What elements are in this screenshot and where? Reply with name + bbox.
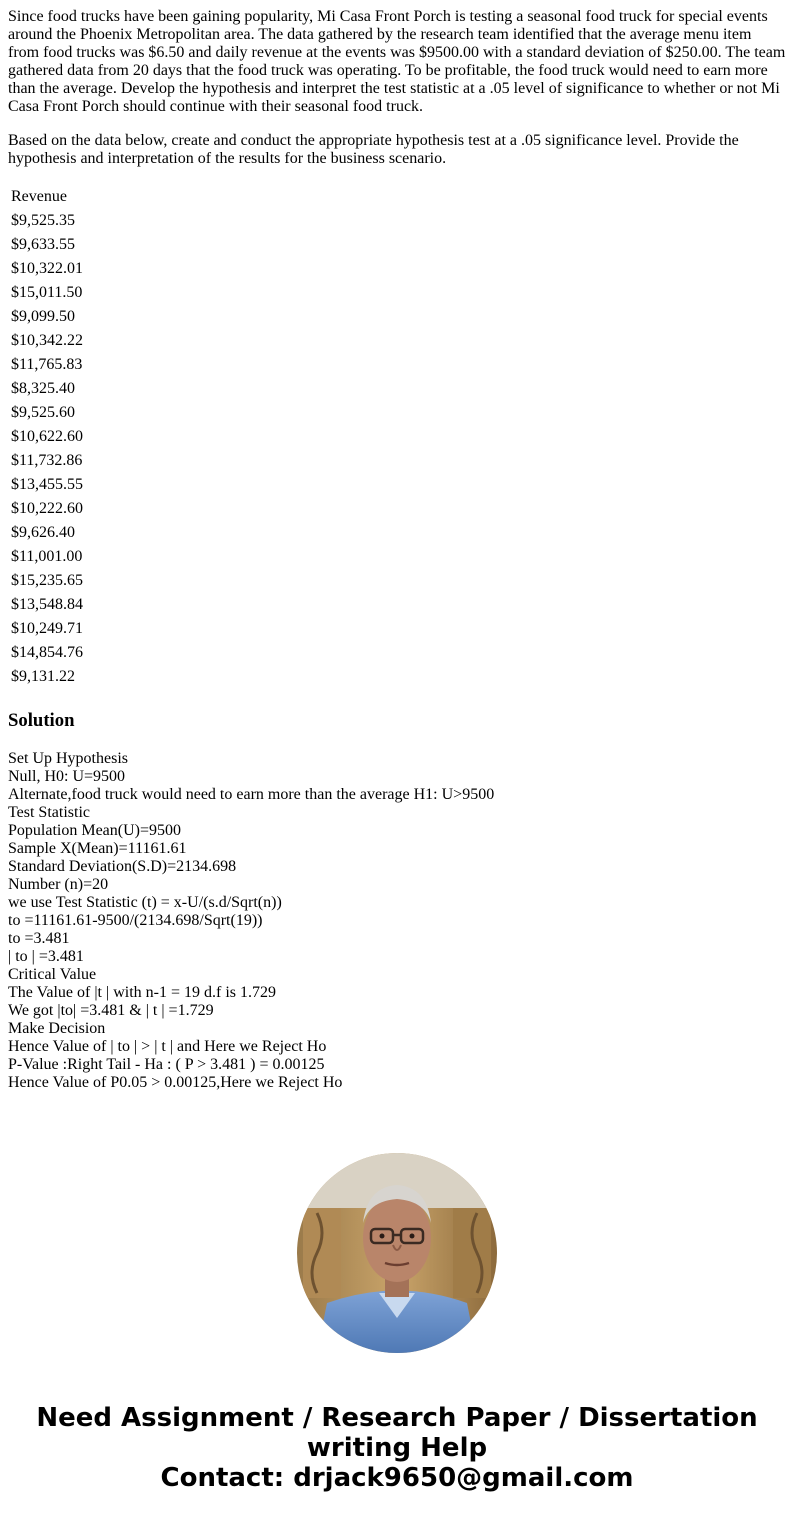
table-row <box>10 234 84 256</box>
author-photo <box>297 1153 497 1353</box>
solution-line: | to | =3.481 <box>8 948 84 965</box>
revenue-cell: $10,322.01 <box>11 260 83 277</box>
document-content <box>8 8 786 1092</box>
table-row <box>10 666 84 688</box>
solution-line: P-Value :Right Tail - Ha : ( P > 3.481 ) = 0.00125 <box>8 1056 325 1073</box>
table-row <box>10 426 84 448</box>
table-row <box>10 450 84 472</box>
promo-line-2: writing Help <box>306 1433 488 1463</box>
revenue-table-header: Revenue <box>11 188 67 205</box>
revenue-table <box>8 184 86 690</box>
table-row <box>10 402 84 424</box>
revenue-cell: $11,765.83 <box>11 356 83 373</box>
solution-line: we use Test Statistic (t) = x-U/(s.d/Sqrt(n)) <box>8 894 282 911</box>
table-row <box>10 306 84 328</box>
table-row <box>10 282 84 304</box>
solution-line: Number (n)=20 <box>8 876 109 893</box>
solution-line: Sample X(Mean)=11161.61 <box>8 840 187 857</box>
table-row <box>10 594 84 616</box>
solution-line: to =3.481 <box>8 930 70 947</box>
solution-line: Set Up Hypothesis <box>8 750 128 767</box>
question-paragraph-1: Since food trucks have been gaining popularity, Mi Casa Front Porch is testing a seasonal food truck for special events around the Phoenix Metropolitan area. The data gathered by the research team identified that the average menu item from food trucks was $6.50 and daily revenue at the events was $9500.00 with a standard deviation of $250.00. The team gathered data from 20 days that the food truck was operating. To be profitable, the food truck would need to earn more than the average. Develop the hypothesis and interpret the test statistic at a .05 level of significance to whether or not Mi Casa Front Porch should continue with their seasonal food truck. <box>8 8 786 115</box>
table-row <box>10 474 84 496</box>
table-row <box>10 354 84 376</box>
revenue-cell: $9,525.60 <box>11 404 75 421</box>
revenue-table-header-row <box>10 186 84 208</box>
table-row <box>10 522 84 544</box>
table-row <box>10 546 84 568</box>
solution-line: Test Statistic <box>8 804 90 821</box>
table-row <box>10 570 84 592</box>
revenue-cell: $9,525.35 <box>11 212 75 229</box>
table-row <box>10 378 84 400</box>
solution-line: Population Mean(U)=9500 <box>8 822 181 839</box>
solution-line: Null, H0: U=9500 <box>8 768 126 785</box>
table-row <box>10 618 84 640</box>
revenue-cell: $8,325.40 <box>11 380 75 397</box>
solution-line: Make Decision <box>8 1020 106 1037</box>
solution-line: Hence Value of | to | > | t | and Here we Reject Ho <box>8 1038 327 1055</box>
revenue-cell: $10,222.60 <box>11 500 83 517</box>
solution-line: Alternate,food truck would need to earn more than the average H1: U>9500 <box>8 786 495 803</box>
solution-line: We got |to| =3.481 & | t | =1.729 <box>8 1002 214 1019</box>
revenue-cell: $15,011.50 <box>11 284 83 301</box>
table-row <box>10 642 84 664</box>
table-row <box>10 258 84 280</box>
table-row <box>10 210 84 232</box>
revenue-cell: $9,131.22 <box>11 668 75 685</box>
promo-banner <box>0 1403 794 1493</box>
solution-line: Standard Deviation(S.D)=2134.698 <box>8 858 237 875</box>
solution-line: to =11161.61-9500/(2134.698/Sqrt(19)) <box>8 912 263 929</box>
promo-line-1: Need Assignment / Research Paper / Dissertation <box>36 1403 758 1433</box>
revenue-cell: $10,622.60 <box>11 428 83 445</box>
solution-body <box>8 750 786 1092</box>
revenue-cell: $14,854.76 <box>11 644 83 661</box>
revenue-cell: $9,626.40 <box>11 524 75 541</box>
revenue-cell: $13,548.84 <box>11 596 83 613</box>
table-row <box>10 498 84 520</box>
solution-line: The Value of |t | with n-1 = 19 d.f is 1.729 <box>8 984 276 1001</box>
table-row <box>10 330 84 352</box>
revenue-cell: $13,455.55 <box>11 476 83 493</box>
author-avatar <box>297 1153 497 1353</box>
revenue-cell: $10,342.22 <box>11 332 83 349</box>
revenue-cell: $15,235.65 <box>11 572 83 589</box>
revenue-cell: $11,001.00 <box>11 548 83 565</box>
revenue-cell: $10,249.71 <box>11 620 83 637</box>
revenue-cell: $11,732.86 <box>11 452 83 469</box>
solution-heading: Solution <box>8 710 75 731</box>
promo-contact: Contact: drjack9650@gmail.com <box>160 1463 634 1493</box>
revenue-cell: $9,099.50 <box>11 308 75 325</box>
solution-line: Hence Value of P0.05 > 0.00125,Here we Reject Ho <box>8 1074 343 1091</box>
revenue-cell: $9,633.55 <box>11 236 75 253</box>
solution-line: Critical Value <box>8 966 97 983</box>
question-paragraph-2: Based on the data below, create and conduct the appropriate hypothesis test at a .05 significance level. Provide the hypothesis and interpretation of the results for the business scenario. <box>8 132 739 167</box>
